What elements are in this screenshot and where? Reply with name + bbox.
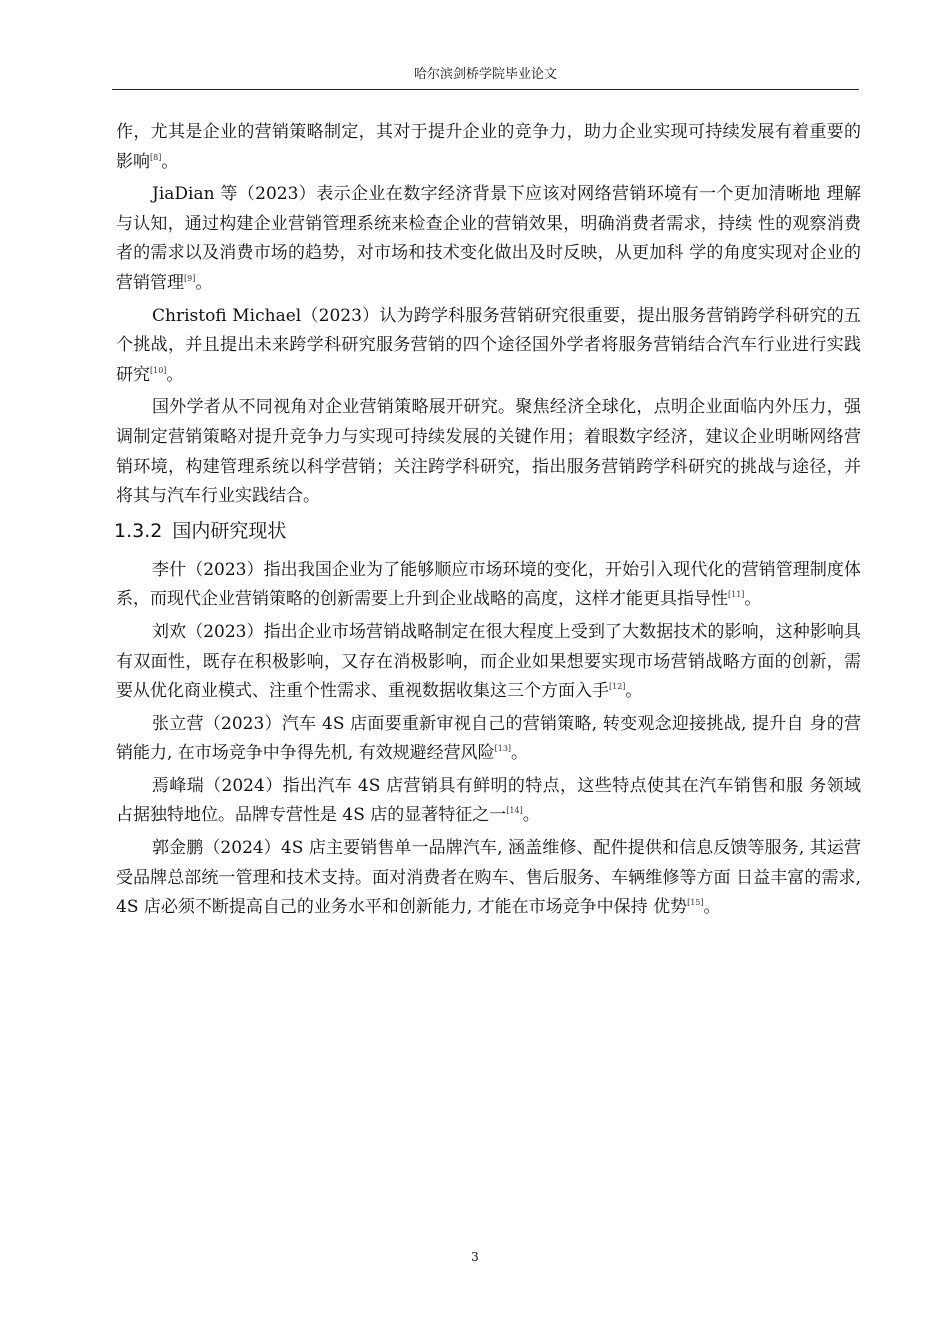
citation-ref: [8] — [150, 152, 162, 162]
citation-ref: [12] — [609, 682, 626, 692]
paragraph-end: 。 — [195, 272, 213, 293]
paragraph-end: 。 — [703, 897, 721, 918]
paragraph-text: 郭金鹏（2024）4S 店主要销售单一品牌汽车, 涵盖维修、配件提供和信息反馈等服务, 其运营受品牌总部统一管理和技术支持。面对消费者在购车、售后服务、车辆维修等方面 日益丰富的需求, 4S 店必须不断提高自己的业务水平和创新能力, 才能在市场竞争中保持 优势 — [116, 838, 861, 918]
paragraph-end: 。 — [511, 743, 529, 764]
paragraph-foreign-summary — [116, 393, 861, 511]
paragraph-end: 。 — [522, 805, 540, 826]
paragraph-end: 。 — [166, 364, 184, 385]
paragraph-text: 作，尤其是企业的营销策略制定，其对于提升企业的竞争力，助力企业实现可持续发展有着重要的影响 — [116, 122, 861, 172]
citation-ref: [15] — [687, 898, 704, 908]
paragraph-domestic-4 — [116, 772, 861, 831]
paragraph-domestic-3 — [116, 710, 861, 769]
paragraph-foreign-3 — [116, 302, 861, 391]
paragraph-domestic-5 — [116, 834, 861, 923]
section-number: 1.3.2 — [114, 519, 163, 542]
paragraph-end: 。 — [161, 151, 179, 172]
paragraph-end: 。 — [625, 681, 643, 702]
paragraph-text: Christofi Michael（2023）认为跨学科服务营销研究很重要，提出服务营销跨学科研究的五个挑战，并且提出未来跨学科研究服务营销的四个途径国外学者将服务营销结合汽车行业进行实践研究 — [116, 305, 861, 385]
paragraph-foreign-2 — [116, 180, 861, 298]
paragraph-domestic-1 — [116, 556, 861, 615]
page-number: 3 — [471, 1250, 479, 1264]
section-title: 国内研究现状 — [172, 519, 287, 542]
header-title: 哈尔滨剑桥学院毕业论文 — [413, 67, 557, 82]
citation-ref: [10] — [150, 365, 167, 375]
paragraph-end: 。 — [744, 589, 762, 610]
citation-ref: [14] — [506, 806, 523, 816]
page-header — [112, 66, 859, 90]
paragraph-text: 张立营（2023）汽车 4S 店面要重新审视自己的营销策略, 转变观念迎接挑战, 提升自 身的营销能力, 在市场竞争中争得先机, 有效规避经营风险 — [116, 713, 861, 764]
citation-ref: [13] — [494, 744, 512, 754]
citation-ref: [11] — [728, 590, 745, 600]
paragraph-domestic-2 — [116, 618, 861, 707]
paragraph-foreign-1 — [116, 118, 861, 177]
paragraph-text: 国外学者从不同视角对企业营销策略展开研究。聚焦经济全球化，点明企业面临内外压力，强调制定营销策略对提升竞争力与实现可持续发展的关键作用；着眼数字经济，建议企业明晰网络营销环境，构建管理系统以科学营销；关注跨学科研究，指出服务营销跨学科研究的挑战与途径，并将其与汽车行业实践结合。 — [116, 397, 861, 507]
paragraph-text: 焉峰瑞（2024）指出汽车 4S 店营销具有鲜明的特点，这些特点使其在汽车销售和服 务领域占据独特地位。品牌专营性是 4S 店的显著特征之一 — [116, 775, 861, 826]
citation-ref: [9] — [184, 273, 196, 283]
paragraph-text: 李什（2023）指出我国企业为了能够顺应市场环境的变化，开始引入现代化的营销管理制度体系，而现代企业营销策略的创新需要上升到企业战略的高度，这样才能更具指导性 — [116, 559, 861, 610]
section-heading — [114, 518, 861, 544]
paragraph-text: JiaDian 等（2023）表示企业在数字经济背景下应该对网络营销环境有一个更加清晰地 理解与认知，通过构建企业营销管理系统来检查企业的营销效果，明确消费者需求，持续 性的观察消费者的需求以及消费市场的趋势，对市场和技术变化做出及时反映，从更加科 学的角度实现对企业的营销管理 — [116, 184, 861, 293]
paragraph-text: 刘欢（2023）指出企业市场营销战略制定在很大程度上受到了大数据技术的影响，这种影响具有双面性，既存在积极影响，又存在消极影响，而企业如果想要实现市场营销战略方面的创新，需要从优化商业模式、注重个性需求、重视数据收集这三个方面入手 — [116, 621, 861, 702]
document-body — [116, 118, 861, 926]
